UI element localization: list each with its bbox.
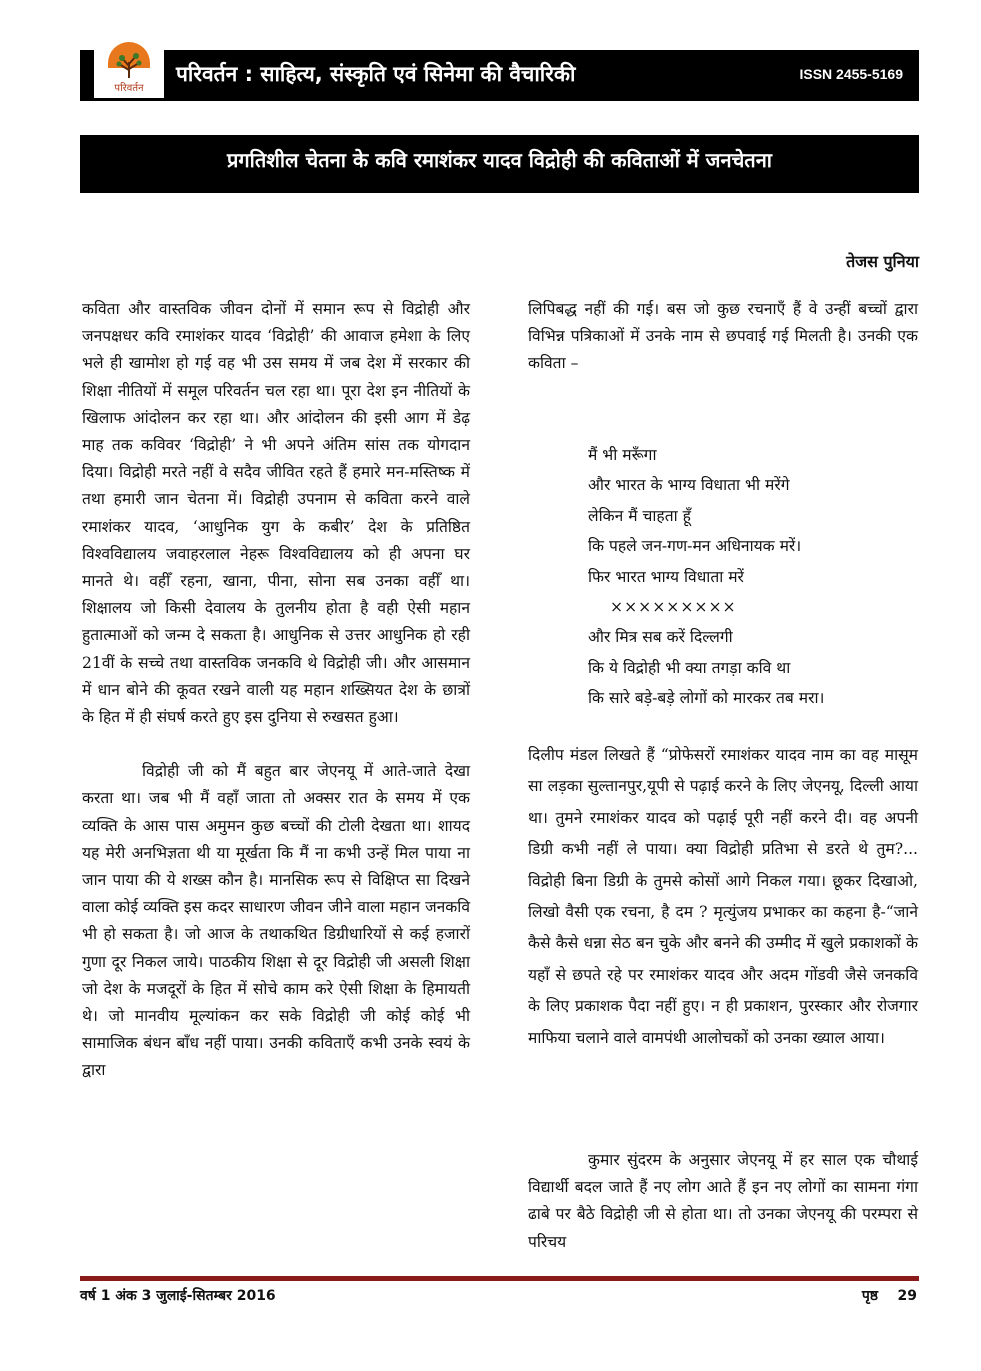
left-paragraph-2: विद्रोही जी को मैं बहुत बार जेएनयू में आते-जाते देखा करता था। जब भी मैं वहाँ जाता तो अक्सर रात के समय में एक व्यक्ति के आस पास अमुमन कुछ बच्चों की टोली देखता था। शायद यह मेरी अनभिज्ञता थी या मूर्खता कि मैं ना कभी उन्हें मिल पाया ना जान पाया की ये शख्स कौन है। मानसिक रूप से विक्षिप्त सा दिखने वाला कोई व्यक्ति इस कदर साधारण जीवन जीने वाला महान जनकवि भी हो सकता है। जो आज के तथाकथित डिग्रीधारियों से कई हजारों गुणा दूर निकल जाये। पाठकीय शिक्षा से दूर विद्रोही जी असली शिक्षा जो देश के मजदूरों के हित में सोचे काम करे ऐसी शिक्षा के हिमायती थे। जो मानवीय मूल्यांकन कर सके विद्रोही जी कोई कोई भी सामाजिक बंधन बाँध नहीं पाया। उनकी कविताएँ कभी उनके स्वयं के द्वारा: [82, 762, 470, 1080]
poem-line: और भारत के भाग्य विधाता भी मरेंगे: [588, 476, 790, 495]
poem-separator: ×××××××××: [610, 597, 737, 616]
journal-header: [80, 50, 919, 101]
right-column-body: [528, 740, 918, 1054]
tree-icon: [114, 50, 144, 78]
right-column-end: [528, 1147, 918, 1256]
poem-line: और मित्र सब करें दिल्लगी: [588, 628, 733, 647]
article-title: प्रगतिशील चेतना के कवि रमाशंकर यादव विद्रोही की कविताओं में जनचेतना: [227, 148, 772, 172]
right-paragraph-2: दिलीप मंडल लिखते हैं “प्रोफेसरों रमाशंकर यादव नाम का वह मासूम सा लड़का सुल्तानपुर,यूपी से पढ़ाई करने के लिए जेएनयू, दिल्ली आया था। तुमने रमाशंकर यादव को पढ़ाई पूरी नहीं करने दी। वह अपनी डिग्री कभी नहीं ले पाया। क्या विद्रोही प्रतिभा से डरते थे तुम?... विद्रोही बिना डिग्री के तुमसे कोसों आगे निकल गया। छूकर दिखाओ, लिखो वैसी एक रचना, है दम ? मृत्युंजय प्रभाकर का कहना है-“जाने कैसे कैसे धन्ना सेठ बन चुके और बनने की उम्मीद में खुले प्रकाशकों के यहाँ से छपते रहे पर रमाशंकर यादव और अदम गोंडवी जैसे जनकवि के लिए प्रकाशक पैदा नहीं हुए। न ही प्रकाशन, पुरस्कार और रोजगार माफिया चलाने वाले वामपंथी आलोचकों को उनका ख्याल आया।: [528, 746, 918, 1047]
poem-line: फिर भारत भाग्य विधाता मरें: [588, 567, 744, 586]
left-paragraph-1: कविता और वास्तविक जीवन दोनों में समान रूप से विद्रोही और जनपक्षधर कवि रमाशंकर यादव ‘विद्रोही’ की आवाज हमेशा के लिए भले ही खामोश हो गई वह भी उस समय में जब देश में सरकार की शिक्षा नीतियों में समूल परिवर्तन चल रहा था। पूरा देश इन नीतियों के खिलाफ आंदोलन कर रहा था। और आंदोलन की इसी आग में डेढ़ माह तक कविवर ‘विद्रोही’ ने भी अपने अंतिम सांस तक योगदान दिया। विद्रोही मरते नहीं वे सदैव जीवित रहते हैं हमारे मन-मस्तिष्क में तथा हमारी जान चेतना में। विद्रोही उपनाम से कविता करने वाले रमाशंकर यादव, ‘आधुनिक युग के कबीर’ देश के प्रतिष्ठित विश्वविद्यालय जवाहरलाल नेहरू विश्वविद्यालय को ही अपना घर मानते थे। वहीँ रहना, खाना, पीना, सोना सब उनका वहीँ था। शिक्षालय जो किसी देवालय के तुलनीय होता है वही ऐसी महान हुतात्माओं को जन्म दे सकता है। आधुनिक से उत्तर आधुनिक हो रही 21वीं के सच्चे तथा वास्तविक जनकवि थे विद्रोही जी। और आसमान में धान बोने की कूवत रखने वाली यह महान शख्सियत देश के छात्रों के हित में ही संघर्ष करते हुए इस दुनिया से रुखसत हुआ।: [82, 300, 470, 727]
poem-block: [588, 440, 918, 714]
issue-info: वर्ष 1 अंक 3 जुलाई-सितम्बर 2016: [80, 1288, 276, 1304]
right-column-intro: [528, 296, 918, 378]
issn-number: ISSN 2455-5169: [799, 66, 903, 82]
right-paragraph-3: कुमार सुंदरम के अनुसार जेएनयू में हर साल एक चौथाई विद्यार्थी बदल जाते हैं नए लोग आते हैं इन नए लोगों का सामना गंगा ढाबे पर बैठे विद्रोही जी से होता था। तो उनका जेएनयू की परम्परा से परिचय: [528, 1151, 918, 1251]
poem-line: लेकिन मैं चाहता हूँ: [588, 506, 691, 525]
logo-text: परिवर्तन: [114, 83, 144, 94]
poem-line: कि सारे बड़े-बड़े लोगों को मारकर तब मरा।: [588, 689, 825, 708]
footer-rule: [80, 1276, 919, 1281]
page-number-block: [862, 1286, 917, 1305]
page-number: 29: [897, 1288, 917, 1304]
poem-line: कि पहले जन-गण-मन अधिनायक मरें।: [588, 537, 802, 556]
right-paragraph-1: लिपिबद्ध नहीं की गई। बस जो कुछ रचनाएँ हैं वे उन्हीं बच्चों द्वारा विभिन्न पत्रिकाओं में उनके नाम से छपवाई गई मिलती है। उनकी एक कविता –: [528, 300, 918, 373]
poem-line: मैं भी मरूँगा: [588, 446, 657, 464]
poem-line: कि ये विद्रोही भी क्या तगड़ा कवि था: [588, 658, 791, 677]
page-label: पृष्ठ: [861, 1288, 879, 1304]
journal-logo: [94, 42, 164, 98]
journal-title: परिवर्तन : साहित्य, संस्कृति एवं सिनेमा की वैचारिकी: [176, 62, 576, 86]
article-title-bar: [80, 135, 919, 193]
left-column: [82, 296, 470, 1085]
author-name: तेजस पुनिया: [846, 252, 919, 271]
